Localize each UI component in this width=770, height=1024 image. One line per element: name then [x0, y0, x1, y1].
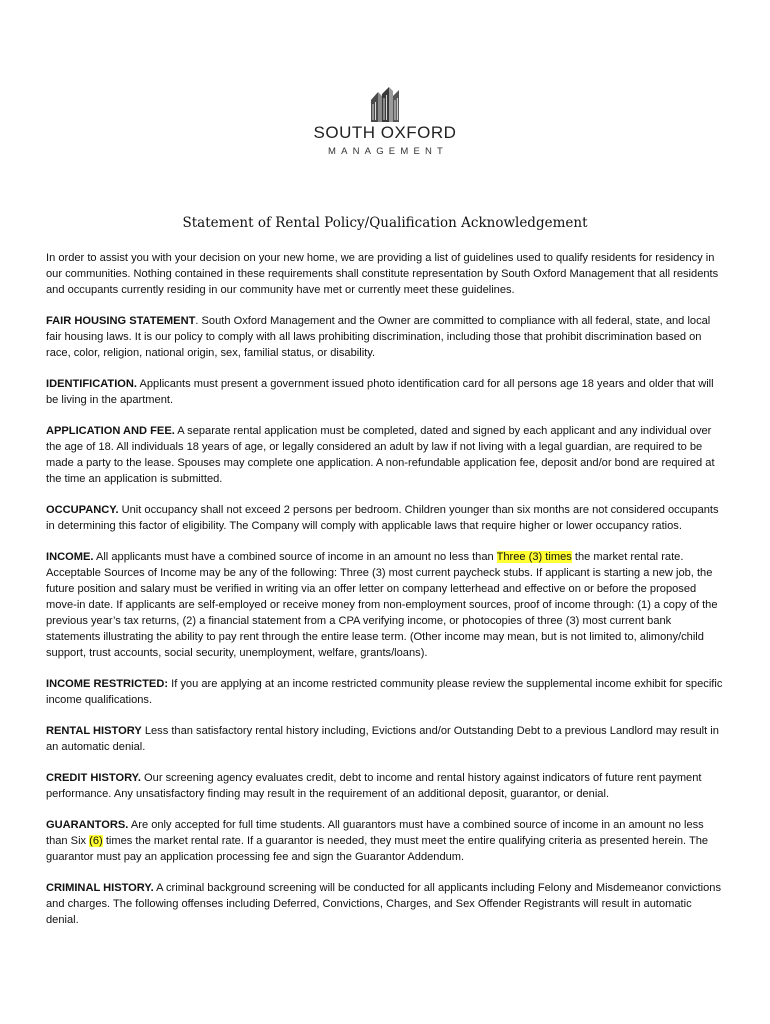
guarantors-section: [46, 817, 726, 865]
section-heading: APPLICATION AND FEE.: [46, 425, 175, 437]
section-heading: IDENTIFICATION.: [46, 378, 138, 390]
identification-section: [46, 376, 726, 408]
section-text: Applicants must present a government issued photo identification card for all persons age 18 years and older that will be living in the apartment.: [46, 378, 714, 406]
document-title: Statement of Rental Policy/Qualification Acknowledgement: [182, 215, 588, 231]
section-text: the market rental rate. Acceptable Sources of Income may be any of the following: Three (3) most current paycheck stubs. If applicant is starting a new job, the future position and salary must be verified in writing via an offer letter on company letterhead and effective on or before the proposed move-in date. If applicants are self-employed or receive money from non-employment sources, proof of income through: (1) a copy of the previous year’s tax returns, (2) a financial statement from a CPA verifying income, or photocopies of three (3) most current bank statements illustrating the ability to pay rent through the entire lease term. (Other income may mean, but is not limited to, alimony/child support, trust accounts, social security, unemployment, welfare, grants/loans).: [46, 551, 718, 659]
section-heading: CREDIT HISTORY.: [46, 772, 141, 784]
section-heading: OCCUPANCY.: [46, 504, 119, 516]
rental-history-section: [46, 723, 726, 755]
section-text: Unit occupancy shall not exceed 2 persons per bedroom. Children younger than six months are not considered occupants in determining this factor of eligibility. The Company will comply with applicable laws that require higher or lower occupancy ratios.: [46, 504, 719, 532]
section-heading: CRIMINAL HISTORY.: [46, 882, 154, 894]
section-text: All applicants must have a combined source of income in an amount no less than: [93, 551, 497, 563]
document-body: [46, 250, 726, 943]
fair-housing-section: [46, 313, 726, 361]
occupancy-section: [46, 502, 726, 534]
income-section: [46, 549, 726, 661]
section-heading: GUARANTORS.: [46, 819, 129, 831]
income-restricted-section: [46, 676, 726, 708]
section-text: Our screening agency evaluates credit, debt to income and rental history against indicators of future rent payment performance. Any unsatisfactory finding may result in the requirement of an additional deposit, guarantor, or denial.: [46, 772, 702, 800]
company-subtitle: MANAGEMENT: [327, 146, 449, 157]
criminal-history-section: [46, 880, 726, 928]
section-text: A separate rental application must be completed, dated and signed by each applicant and any individual over the age of 18. All individuals 18 years of age, or legally considered an adult by law if not living with a legal guardian, are required to be made a party to the lease. Spouses may complete one application. A non-refundable application fee, deposit and/or bond are required at the time an application is submitted.: [46, 425, 715, 485]
section-text: Less than satisfactory rental history including, Evictions and/or Outstanding Debt to a previous Landlord may result in an automatic denial.: [46, 725, 719, 753]
application-section: [46, 423, 726, 487]
highlighted-text: (6): [89, 835, 103, 847]
section-text: . South Oxford Management and the Owner are committed to compliance with all federal, state, and local fair housing laws. It is our policy to comply with all laws prohibiting discrimination, including those that prohibit discrimination based on race, color, religion, national origin, sex, familial status, or disability.: [46, 315, 711, 359]
section-heading: FAIR HOUSING STATEMENT: [46, 315, 196, 327]
section-heading: INCOME.: [46, 551, 94, 563]
section-heading: INCOME RESTRICTED:: [46, 678, 169, 690]
building-icon: [369, 86, 401, 122]
section-heading: RENTAL HISTORY: [46, 725, 142, 737]
company-name: SOUTH OXFORD: [313, 123, 457, 142]
section-text: times the market rental rate. If a guarantor is needed, they must meet the entire qualifying criteria as presented herein. The guarantor must pay an application processing fee and sign the Guarantor Addendum.: [46, 835, 709, 863]
section-text: A criminal background screening will be conducted for all applicants including Felony and Misdemeanor convictions and charges. The following offenses including Deferred, Convictions, Charges, and Sex Offender Registrants will result in automatic denial.: [46, 882, 721, 926]
highlighted-text: Three (3) times: [496, 551, 572, 563]
intro-paragraph: In order to assist you with your decision on your new home, we are providing a list of guidelines used to qualify residents for residency in our communities. Nothing contained in these requirements shall constitute representation by South Oxford Management that all residents and occupants currently residing in our community have met or currently meet these guidelines.: [46, 252, 719, 296]
section-text: Are only accepted for full time students. All guarantors must have a combined source of income in an amount no less than Six: [46, 819, 704, 847]
company-logo: [300, 84, 470, 164]
credit-history-section: [46, 770, 726, 802]
section-text: If you are applying at an income restricted community please review the supplemental income exhibit for specific income qualifications.: [46, 678, 723, 706]
